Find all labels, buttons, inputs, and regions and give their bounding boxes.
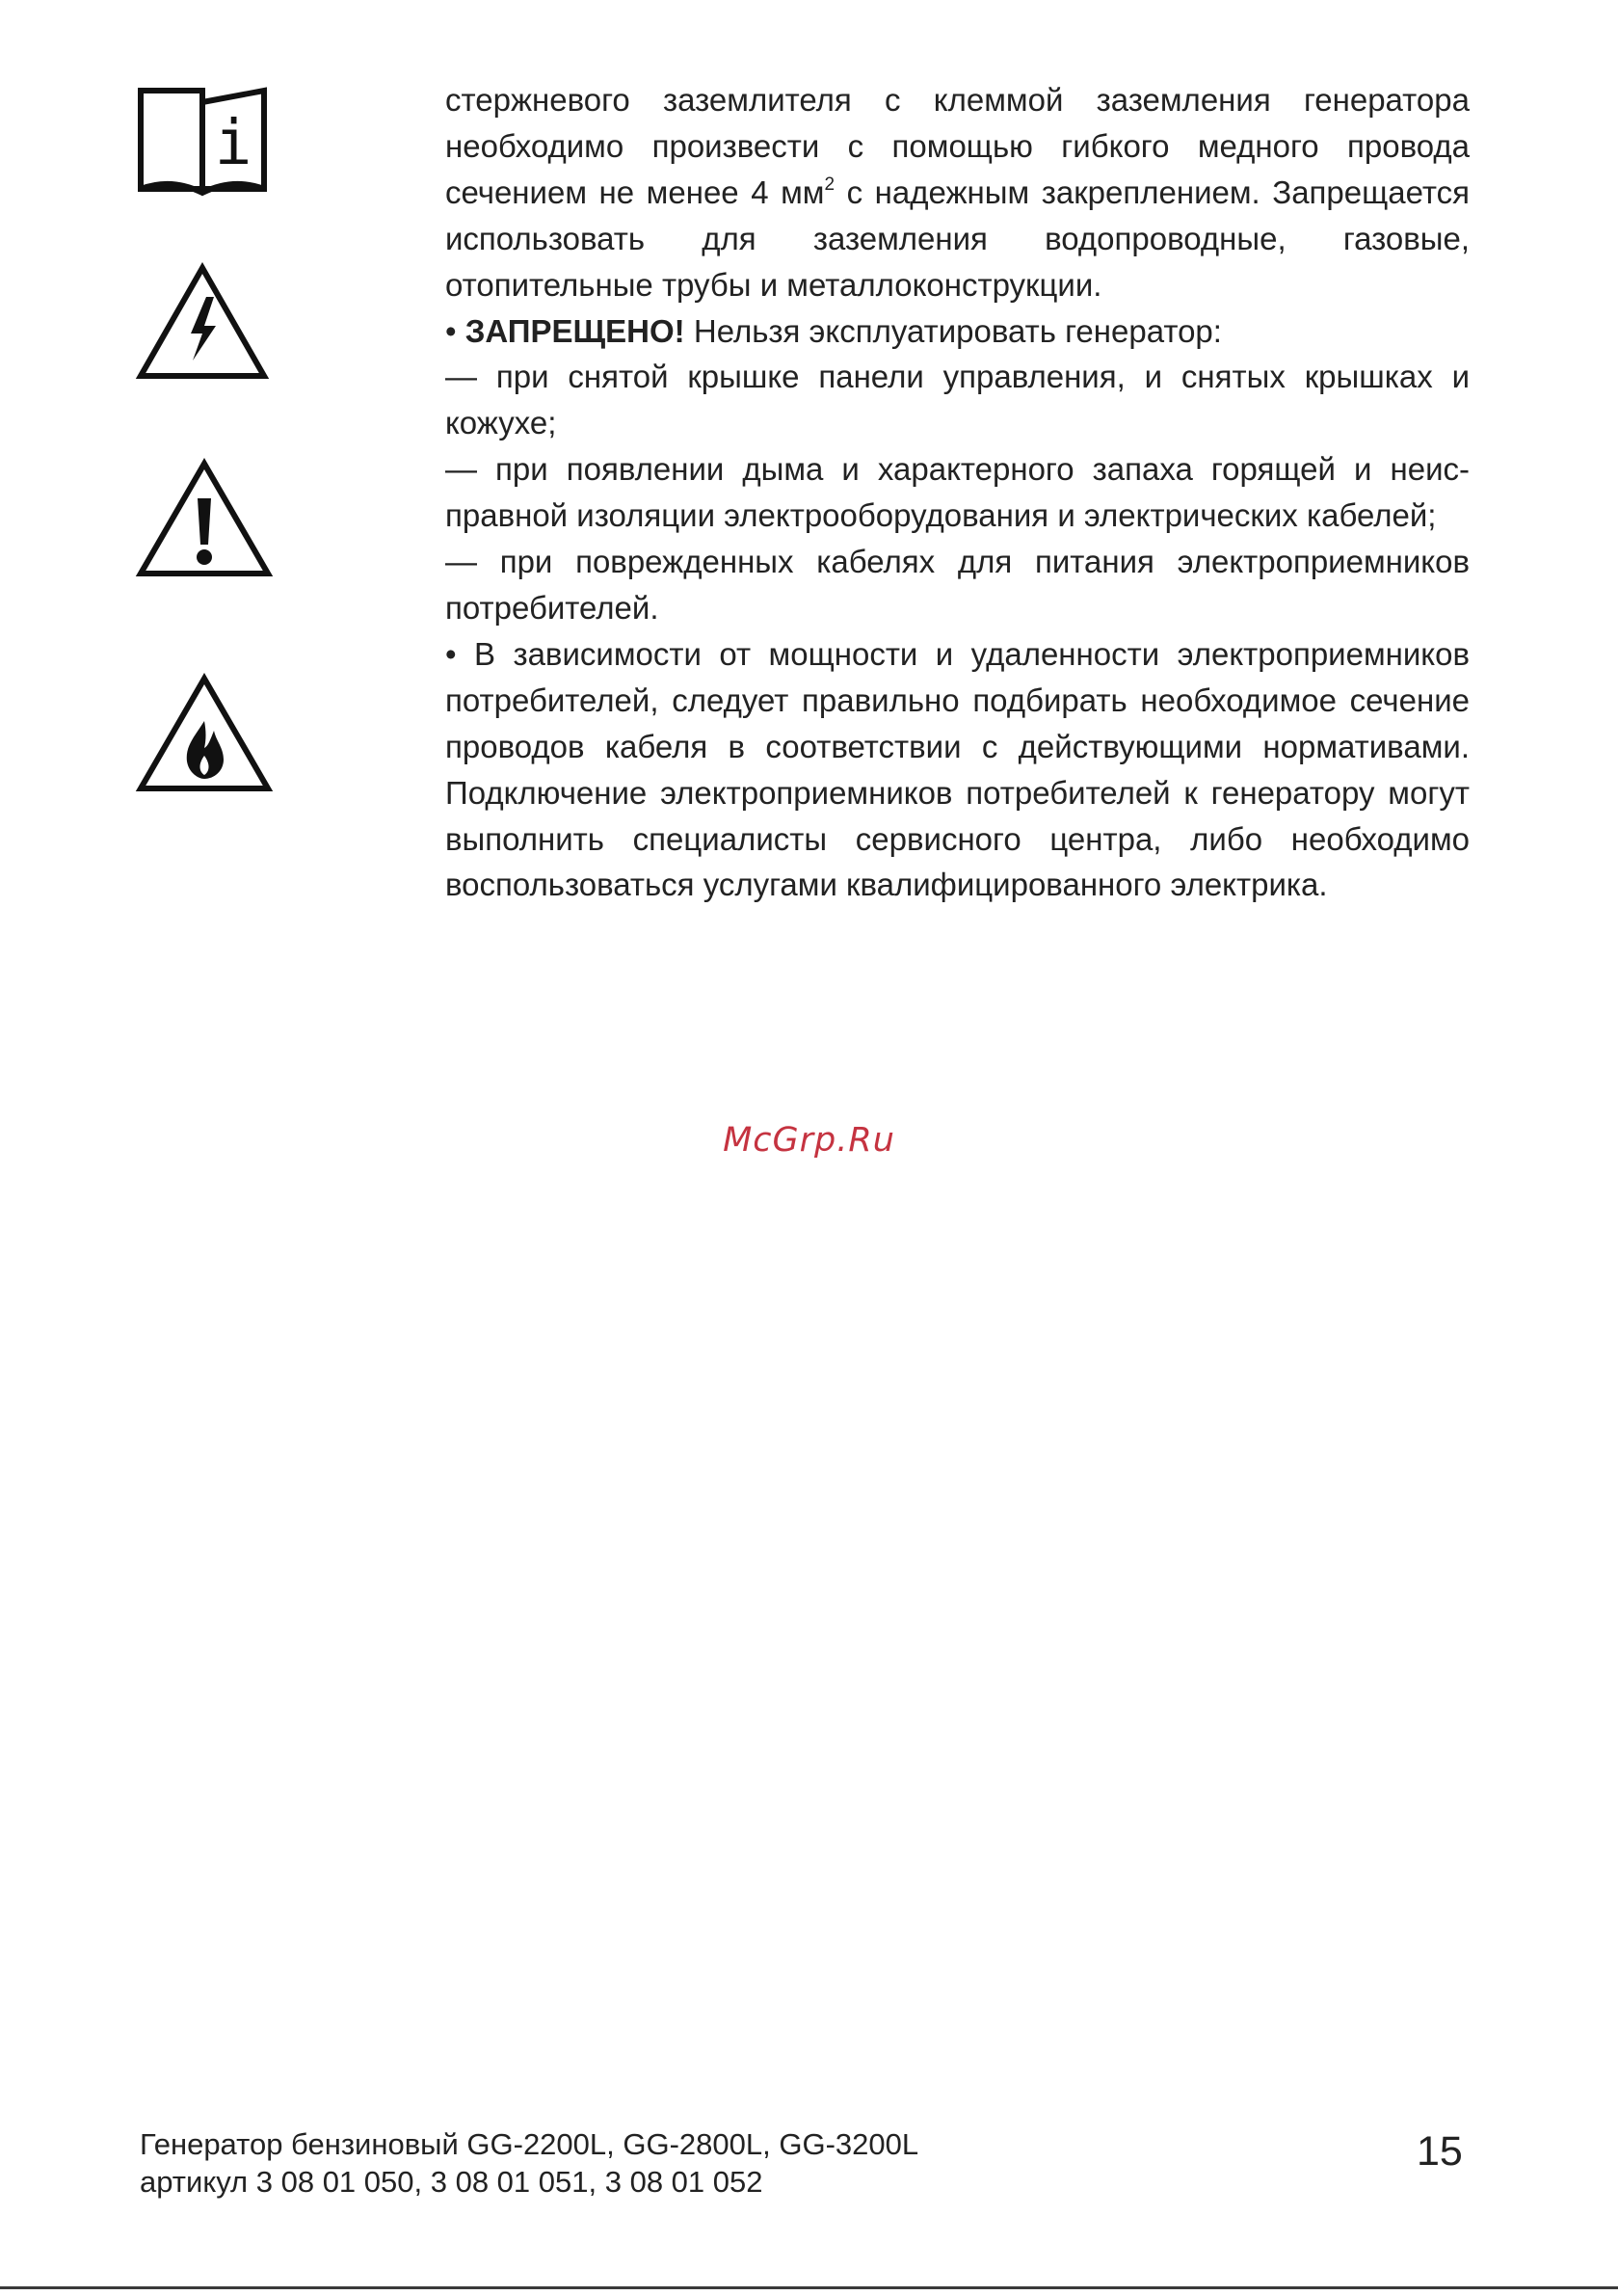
electric-hazard-icon xyxy=(135,262,270,382)
forbidden-label: ЗАПРЕЩЕНО! xyxy=(464,312,685,349)
body-text xyxy=(445,77,1470,908)
page-number: 15 xyxy=(1417,2128,1463,2175)
fire-hazard-icon xyxy=(135,673,274,796)
forbidden-paragraph xyxy=(445,308,1470,355)
footer xyxy=(140,2125,918,2201)
warning-icon xyxy=(135,458,274,581)
cable-paragraph: • В зависимости от мощности и удаленности электроприемников потребителей, следует правильно подбирать необходимое сечение проводов кабеля в соответствии с действующими нормативами. Подключение электроприемников потребителей к генератору могут выполнить специалисты сервисного центра, либо необходимо воспользоваться услугами квалифицированного электрика. xyxy=(445,635,1470,903)
grounding-paragraph xyxy=(445,77,1470,308)
bullet-marker: • xyxy=(445,312,465,349)
footer-product-line: Генератор бензиновый GG-2200L, GG-2800L, GG-3200L xyxy=(140,2127,919,2161)
forbidden-text: Нельзя эксплуатировать генератор: xyxy=(684,312,1222,349)
grounding-text: стержневого заземлителя с клеммой заземления генератора необходимо произвести с помощью гибкого медного провода сечением не менее 4 мм xyxy=(445,82,1470,210)
grounding-text-tail: с надежным закреплением. Запрещается использовать для заземления водопроводные, газовые, отопительные трубы и металлоконструкции. xyxy=(445,174,1470,303)
bottom-rule xyxy=(0,2286,1618,2289)
watermark: McGrp.Ru xyxy=(723,1121,895,1160)
dash-item: — при снятой крышке панели управления, и снятых крышках и кожухе; xyxy=(445,359,1470,441)
manual-info-icon xyxy=(135,85,270,199)
dash-item: — при поврежденных кабелях для питания электроприемников потребителей. xyxy=(445,544,1470,626)
footer-article-line: артикул 3 08 01 050, 3 08 01 051, 3 08 01 052 xyxy=(140,2165,763,2199)
dash-item: — при появлении дыма и характерного запаха горящей и неисправной изоляции электрооборудования и электрических кабелей; xyxy=(445,451,1470,534)
superscript-2: 2 xyxy=(824,174,836,195)
manual-info-letter: i xyxy=(214,108,252,179)
